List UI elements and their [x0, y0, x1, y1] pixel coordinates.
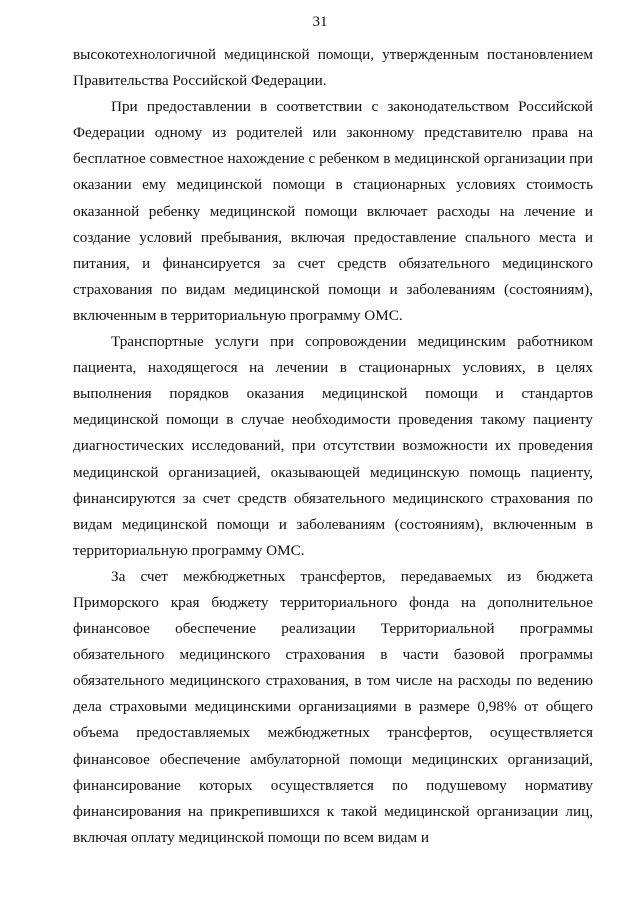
paragraph-2: При предоставлении в соответствии с законодательством Российской Федерации одному из родителей или законному представителю права на бесплатное совместное нахождение с ребенком в медицинской организации при оказании ему медицинской помощи в стационарных условиях стоимость оказанной ребенку медицинской помощи включает расходы на лечение и создание условий пребывания, включая предоставление спального места и питания, и финансируется за счет средств обязательного медицинского страхования по видам медицинской помощи и заболеваниям (состояниям), включенным в территориальную программу ОМС. — [73, 98, 593, 324]
page-number: 31 — [312, 14, 328, 30]
page-body — [73, 42, 593, 851]
paragraph-3: Транспортные услуги при сопровождении медицинским работником пациента, находящегося на лечении в стационарных условиях, в целях выполнения порядков оказания медицинской помощи и стандартов медицинской помощи в случае необходимости проведения такому пациенту диагностических исследований, при отсутствии возможности их проведения медицинской организацией, оказывающей медицинскую помощь пациенту, финансируются за счет средств обязательного медицинского страхования по видам медицинской помощи и заболеваниям (состояниям), включенным в территориальную программу ОМС. — [73, 333, 593, 559]
paragraph-4: За счет межбюджетных трансфертов, передаваемых из бюджета Приморского края бюджету территориального фонда на дополнительное финансовое обеспечение реализации Территориальной программы обязательного медицинского страхования в части базовой программы обязательного медицинского страхования, в том числе на расходы по ведению дела страховыми медицинскими организациями в размере 0,98% от общего объема предоставляемых межбюджетных трансфертов, осуществляется финансовое обеспечение амбулаторной помощи медицинских организаций, финансирование которых осуществляется по подушевому нормативу финансирования на прикрепившихся к такой медицинской организации лиц, включая оплату медицинской помощи по всем видам и — [73, 567, 593, 846]
paragraph-1: высокотехнологичной медицинской помощи, утвержденным постановлением Правительства Российской Федерации. — [73, 46, 593, 90]
